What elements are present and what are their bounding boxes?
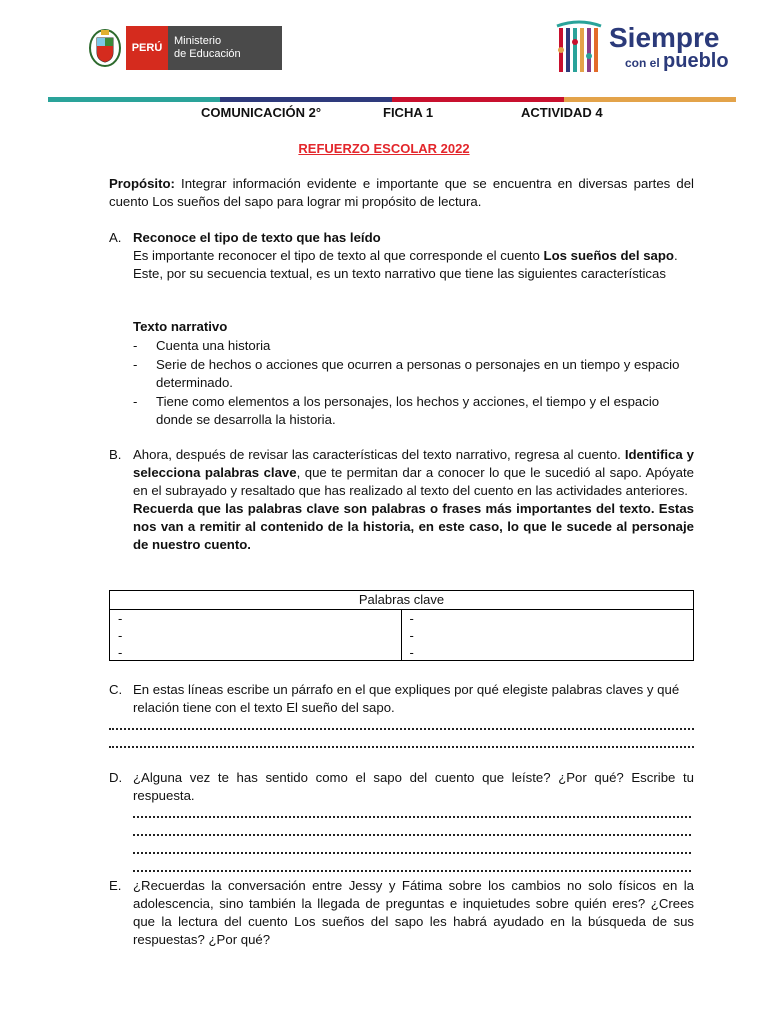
bullet-item: Cuenta una historia — [156, 338, 271, 353]
section-e-text: ¿Recuerdas la conversación entre Jessy y Fátima sobre los cambios no solo físicos en la adolescencia, sino también la llegada de preguntas e inquietudes sobre quién eres? ¿Crees que la lectura del cuento Los sueños del sapo les habrá ayudado en la búsqueda de sus respuestas? ¿Por qué? — [133, 878, 694, 947]
document-header-row — [0, 105, 768, 121]
section-b-letter: B. — [109, 447, 122, 462]
keywords-table — [109, 590, 694, 661]
answer-line[interactable] — [109, 736, 694, 748]
purpose-paragraph: Propósito: Integrar información evidente e importante que se encuentra en diversas partes del cuento Los sueños del sapo para lograr mi propósito de lectura. — [109, 176, 694, 209]
section-e-letter: E. — [109, 878, 122, 893]
section-c-letter: C. — [109, 682, 123, 697]
bullet-dash: - — [133, 394, 138, 409]
section-a-heading: Reconoce el tipo de texto que has leído — [133, 230, 381, 245]
answer-line[interactable] — [133, 842, 691, 854]
sheet-label: FICHA 1 — [383, 105, 434, 120]
campaign-title: Siempre — [609, 22, 720, 53]
table-cell: - — [118, 645, 123, 660]
table-cell: - — [118, 611, 123, 626]
colored-bars-icon — [553, 20, 605, 76]
campaign-subtitle: con el pueblo — [625, 50, 729, 72]
section-c-text: En estas líneas escribe un párrafo en el que expliques por qué elegiste palabras claves y qué relación tiene con el texto El sueño del sapo. — [133, 682, 680, 715]
stripe-segment — [564, 97, 736, 102]
answer-line[interactable] — [109, 718, 694, 730]
table-cell: - — [409, 628, 414, 643]
section-b-body: Ahora, después de revisar las características del texto narrativo, regresa al cuento. Identifica y selecciona palabras clave, que te permitan dar a conocer lo que le sucedió al sapo. Apóyate en el subrayado y resaltado que has realizado al texto del cuento en las actividades anteriores. Recuerda que las palabras clave son palabras o frases más importantes del texto. Estas nos van a remitir al contenido de la historia, en este caso, lo que le sucede al personaje de nuestro cuento. — [133, 447, 695, 552]
table-column-left[interactable] — [110, 610, 402, 661]
bullet-item: Serie de hechos o acciones que ocurren a personas o personajes en un tiempo y espacio determinado. — [156, 357, 680, 390]
color-stripe — [48, 97, 736, 102]
table-cell: - — [409, 645, 414, 660]
answer-line[interactable] — [133, 824, 691, 836]
section-d-letter: D. — [109, 770, 123, 785]
bullet-dash: - — [133, 357, 138, 372]
program-title: REFUERZO ESCOLAR 2022 — [298, 141, 470, 156]
coat-of-arms-icon — [88, 26, 122, 70]
section-a-subheading: Texto narrativo — [133, 319, 228, 334]
section-d-text: ¿Alguna vez te has sentido como el sapo del cuento que leíste? ¿Por qué? Escribe tu respuesta. — [133, 770, 694, 803]
section-a-letter: A. — [109, 230, 122, 245]
activity-label: ACTIVIDAD 4 — [521, 105, 603, 120]
answer-line[interactable] — [133, 806, 691, 818]
stripe-segment — [392, 97, 564, 102]
section-a-body: Reconoce el tipo de texto que has leído Es importante reconocer el tipo de texto al que corresponde el cuento Los sueños del sapo. Este, por su secuencia textual, es un texto narrativo que tiene las siguientes características — [133, 230, 678, 281]
peru-label: PERÚ — [126, 26, 168, 70]
table-cell: - — [409, 611, 414, 626]
bullet-dash: - — [133, 338, 138, 353]
table-cell: - — [118, 628, 123, 643]
table-column-right[interactable] — [402, 610, 694, 661]
stripe-segment — [220, 97, 392, 102]
course-label: COMUNICACIÓN 2° — [201, 105, 322, 120]
section-b-reminder: Recuerda que las palabras clave son palabras o frases más importantes del texto. Estas nos van a remitir al contenido de la historia, en este caso, lo que le sucede al personaje de nuestro cuento. — [133, 501, 694, 552]
bullet-item: Tiene como elementos a los personajes, los hechos y acciones, el tiempo y el espacio donde se desarrolla la historia. — [156, 394, 660, 427]
stripe-segment — [48, 97, 220, 102]
campaign-logo — [553, 20, 729, 76]
ministry-name: Ministerio de Educación — [168, 26, 282, 70]
answer-line[interactable] — [133, 860, 691, 872]
table-header: Palabras clave — [110, 591, 693, 610]
minedu-logo — [88, 26, 282, 70]
